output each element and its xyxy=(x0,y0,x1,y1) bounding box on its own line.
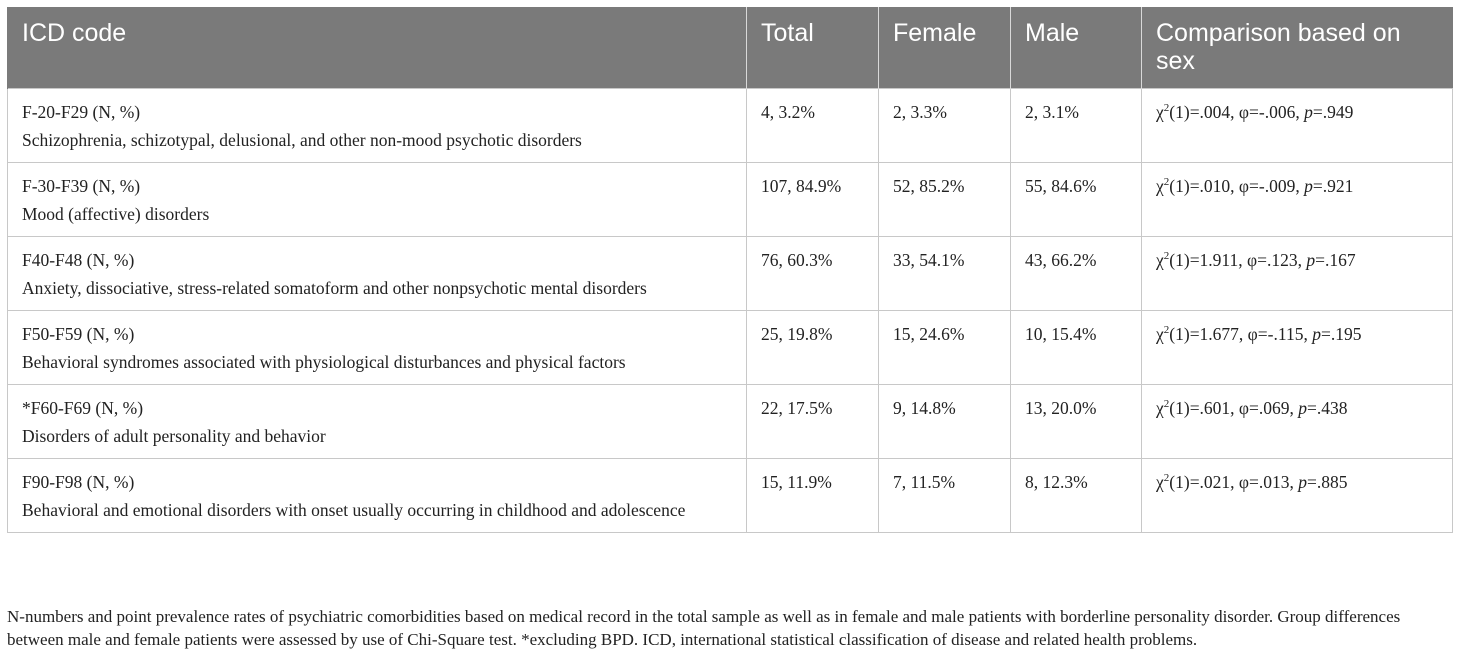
icd-description: Behavioral and emotional disorders with onset usually occurring in childhood and adolescence xyxy=(22,499,686,520)
table-row xyxy=(8,88,1453,162)
male-cell: 10, 15.4% xyxy=(1011,310,1142,384)
icd-description: Behavioral syndromes associated with physiological disturbances and physical factors xyxy=(22,351,626,372)
total-cell: 107, 84.9% xyxy=(747,162,879,236)
table-footnote: N-numbers and point prevalence rates of psychiatric comorbidities based on medical record in the total sample as well as in female and male patients with borderline personality disorder. Group differences between male and female patients were assessed by use of Chi-Square test. *excluding BPD. ICD, international statistical classification of disease and related health problems. xyxy=(7,607,1401,649)
icd-code: F90-F98 (N, %) xyxy=(22,471,135,492)
icd-code: *F60-F69 (N, %) xyxy=(22,397,144,418)
female-cell: 7, 11.5% xyxy=(879,458,1011,532)
comparison-cell: $\chi^2(1)=.021$, φ=.013, p=.885 xyxy=(1142,458,1453,532)
comparison-cell: $\chi^2(1)=1.911$, φ=.123, p=.167 xyxy=(1142,236,1453,310)
header-icd-code: ICD code xyxy=(8,7,747,88)
table-row xyxy=(8,162,1453,236)
female-cell: 9, 14.8% xyxy=(879,384,1011,458)
total-cell: 22, 17.5% xyxy=(747,384,879,458)
icd-cell xyxy=(8,458,747,532)
total-cell: 25, 19.8% xyxy=(747,310,879,384)
female-cell: 52, 85.2% xyxy=(879,162,1011,236)
total-cell: 15, 11.9% xyxy=(747,458,879,532)
male-cell: 13, 20.0% xyxy=(1011,384,1142,458)
comorbidity-table xyxy=(7,7,1453,533)
icd-code: F40-F48 (N, %) xyxy=(22,249,135,270)
icd-cell xyxy=(8,310,747,384)
female-cell: 2, 3.3% xyxy=(879,88,1011,162)
table-row xyxy=(8,236,1453,310)
table-row xyxy=(8,310,1453,384)
comparison-cell: $\chi^2(1)=.010$, φ=-.009, p=.921 xyxy=(1142,162,1453,236)
header-total: Total xyxy=(747,7,879,88)
comparison-cell: $\chi^2(1)=.601$, φ=.069, p=.438 xyxy=(1142,384,1453,458)
icd-description: Anxiety, dissociative, stress-related somatoform and other nonpsychotic mental disorders xyxy=(22,277,647,298)
header-female: Female xyxy=(879,7,1011,88)
icd-code: F-20-F29 (N, %) xyxy=(22,101,141,122)
icd-cell xyxy=(8,162,747,236)
icd-cell xyxy=(8,236,747,310)
icd-cell xyxy=(8,384,747,458)
icd-code: F50-F59 (N, %) xyxy=(22,323,135,344)
header-male: Male xyxy=(1011,7,1142,88)
female-cell: 15, 24.6% xyxy=(879,310,1011,384)
total-cell: 76, 60.3% xyxy=(747,236,879,310)
table-row xyxy=(8,384,1453,458)
table-row xyxy=(8,458,1453,532)
male-cell: 2, 3.1% xyxy=(1011,88,1142,162)
icd-description: Mood (affective) disorders xyxy=(22,203,210,224)
male-cell: 55, 84.6% xyxy=(1011,162,1142,236)
header-row xyxy=(8,7,1453,88)
total-cell: 4, 3.2% xyxy=(747,88,879,162)
icd-code: F-30-F39 (N, %) xyxy=(22,175,141,196)
header-comparison: Comparison based on sex xyxy=(1142,7,1453,88)
icd-cell xyxy=(8,88,747,162)
comparison-cell: $\chi^2(1)=.004$, φ=-.006, p=.949 xyxy=(1142,88,1453,162)
comparison-cell: $\chi^2(1)=1.677$, φ=-.115, p=.195 xyxy=(1142,310,1453,384)
male-cell: 43, 66.2% xyxy=(1011,236,1142,310)
male-cell: 8, 12.3% xyxy=(1011,458,1142,532)
icd-description: Disorders of adult personality and behavior xyxy=(22,425,326,446)
icd-description: Schizophrenia, schizotypal, delusional, and other non-mood psychotic disorders xyxy=(22,129,582,150)
female-cell: 33, 54.1% xyxy=(879,236,1011,310)
